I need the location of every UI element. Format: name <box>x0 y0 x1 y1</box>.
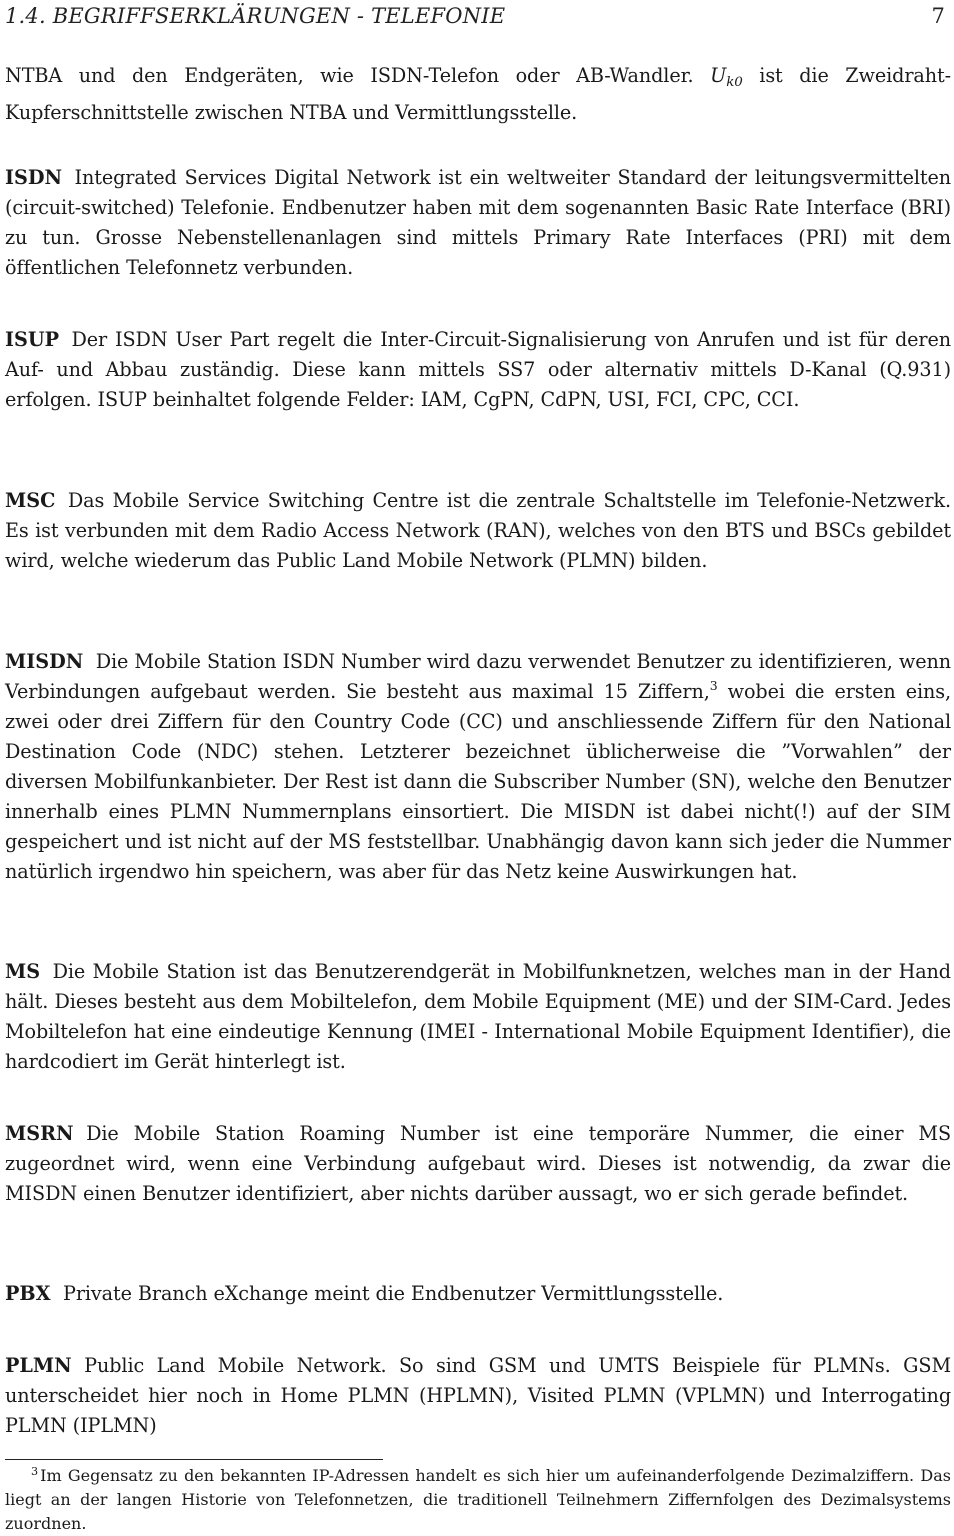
footnote <box>5 1464 951 1536</box>
term-label: ISDN <box>5 166 63 189</box>
term-label: PLMN <box>5 1354 72 1377</box>
entry-isdn <box>5 163 951 283</box>
entry-plmn <box>5 1351 951 1441</box>
term-label: PBX <box>5 1282 51 1305</box>
page-number: 7 <box>931 4 945 28</box>
term-definition-end: wobei die ersten eins, zwei oder drei Ziffern für den Country Code (CC) und anschliessende Ziffern für den National Destination Code (NDC) stehen. Letzterer bezeichnet üblicherweise die ”Vorwahlen” der diversen Mobilfunkanbieter. Der Rest ist dann die Subscriber Number (SN), welche den Benutzer innerhalb eines PLMN Nummernplans einsortiert. Die MISDN ist dabei nicht(!) auf der SIM gespeichert und ist nicht auf der MS feststellbar. Unabhängig davon kann sich jeder die Nummer natürlich irgendwo hin speichern, was aber für das Netz keine Auswirkungen hat. <box>5 680 951 883</box>
section-title: 1.4. BEGRIFFSERKLÄRUNGEN - TELEFONIE <box>5 4 506 28</box>
footnote-mark: 3 <box>31 1465 39 1478</box>
term-definition: Die Mobile Station Roaming Number ist eine temporäre Nummer, die einer MS zugeordnet wird, wenn eine Verbindung aufgebaut wird. Dieses ist notwendig, da zwar die MISDN einen Benutzer identifiziert, aber nichts darüber aussagt, wo er sich gerade befindet. <box>5 1122 951 1205</box>
term-label: MS <box>5 960 41 983</box>
term-definition: Private Branch eXchange meint die Endbenutzer Vermittlungsstelle. <box>63 1282 724 1305</box>
entry-msrn <box>5 1119 951 1209</box>
term-definition: Integrated Services Digital Network ist ein weltweiter Standard der leitungsvermittelten (circuit-switched) Telefonie. Endbenutzer haben mit dem sogenannten Basic Rate Interface (BRI) zu tun. Grosse Nebenstellenanlagen sind mittels Primary Rate Interfaces (PRI) mit dem öffentlichen Telefonnetz verbunden. <box>5 166 951 279</box>
footnote-reference[interactable]: 3 <box>709 678 718 693</box>
entry-misdn <box>5 647 951 887</box>
intro-paragraph: NTBA und den Endgeräten, wie ISDN-Telefon oder AB-Wandler. $U_{k0}$ ist die Zweidraht-Kupferschnittstelle zwischen NTBA und Vermittlungsstelle. <box>5 64 951 124</box>
entry-pbx <box>5 1279 951 1309</box>
entry-ms <box>5 957 951 1077</box>
term-label: MSRN <box>5 1122 74 1145</box>
term-definition: Public Land Mobile Network. So sind GSM und UMTS Beispiele für PLMNs. GSM unterscheidet hier noch in Home PLMN (HPLMN), Visited PLMN (VPLMN) und Interrogating PLMN (IPLMN) <box>5 1354 951 1437</box>
entry-isup <box>5 325 951 415</box>
running-header <box>5 4 951 30</box>
term-definition: Der ISDN User Part regelt die Inter-Circuit-Signalisierung von Anrufen und ist für deren Auf- und Abbau zuständig. Diese kann mittels SS7 oder alternativ mittels D-Kanal (Q.931) erfolgen. ISUP beinhaltet folgende Felder: IAM, CgPN, CdPN, USI, FCI, CPC, CCI. <box>5 328 951 411</box>
entry-msc <box>5 486 951 576</box>
term-definition-start: Die Mobile Station ISDN Number wird dazu verwendet Benutzer zu identifizieren, wenn Verbindungen aufgebaut werden. Sie besteht aus maximal 15 Ziffern, <box>5 650 951 703</box>
math-symbol: $U_{k0}$ <box>710 64 743 90</box>
term-label: MISDN <box>5 650 84 673</box>
footnote-text: Im Gegensatz zu den bekannten IP-Adressen handelt es sich hier um aufeinanderfolgende Dezimalziffern. Das liegt an der langen Historie von Telefonnetzen, die traditionell Teilnehmern Ziffernfolgen des Dezimalsystems zuordnen. <box>5 1466 951 1533</box>
term-definition: Das Mobile Service Switching Centre ist die zentrale Schaltstelle im Telefonie-Netzwerk. Es ist verbunden mit dem Radio Access Network (RAN), welches von den BTS und BSCs gebildet wird, welche wiederum das Public Land Mobile Network (PLMN) bilden. <box>5 489 951 572</box>
footnote-divider <box>5 1459 383 1460</box>
term-label: MSC <box>5 489 56 512</box>
term-definition: Die Mobile Station ist das Benutzerendgerät in Mobilfunknetzen, welches man in der Hand hält. Dieses besteht aus dem Mobiltelefon, dem Mobile Equipment (ME) und der SIM-Card. Jedes Mobiltelefon hat eine eindeutige Kennung (IMEI - International Mobile Equipment Identifier), die hardcodiert im Gerät hinterlegt ist. <box>5 960 951 1073</box>
term-label: ISUP <box>5 328 59 351</box>
